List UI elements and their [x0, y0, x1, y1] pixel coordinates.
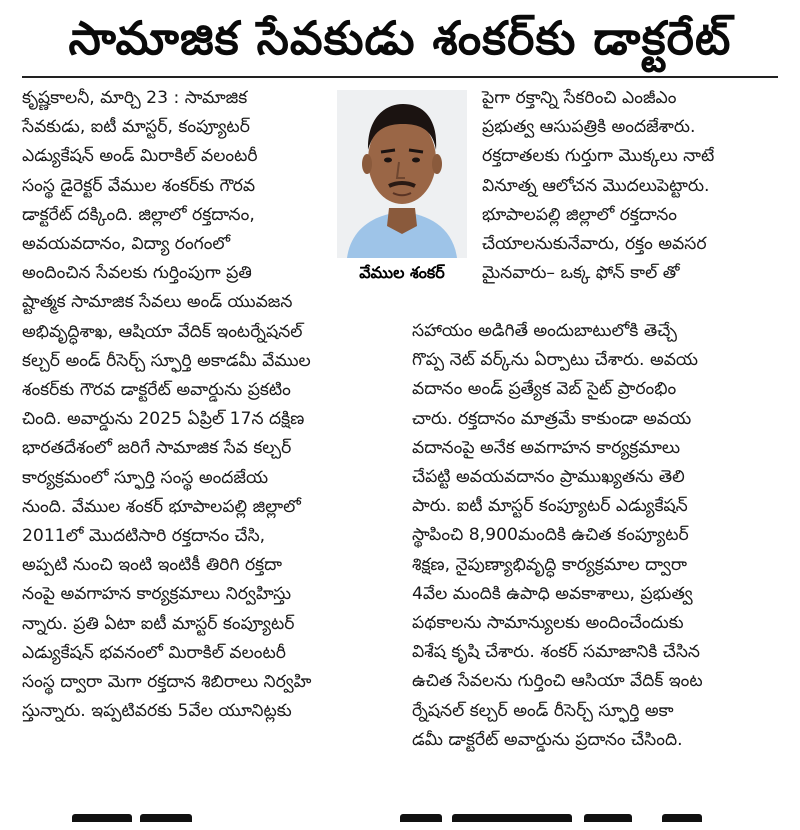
body-line: రక్తదాతలకు గుర్తుగా మొక్కలు నాటే	[482, 146, 715, 167]
body-line: కార్యక్రమంలో స్ఫూర్తి సంస్థ అందజేయ	[22, 467, 269, 488]
body-line: మైనవారు– ఒక్క ఫోన్ కాల్ తో	[482, 263, 680, 284]
article-headline: సామాజిక సేవకుడు శంకర్‌కు డాక్టరేట్	[68, 11, 732, 65]
body-line: నుంది. వేముల శంకర్ భూపాలపల్లి జిల్లాలో	[22, 496, 301, 517]
headline-rule	[22, 76, 778, 78]
body-line: చారు. రక్తదానం మాత్రమే కాకుండా అవయ	[412, 408, 692, 429]
body-line: ఎడ్యుకేషన్ భవనంలో మిరాకిల్ వలంటరీ	[22, 642, 286, 663]
body-line: అభివృద్ధిశాఖ, ఆషియా వేదిక్ ఇంటర్నేషనల్	[22, 321, 303, 342]
body-line: 2011లో మొదటిసారి రక్తదానం చేసి,	[22, 526, 266, 547]
body-line: సేవకుడు, ఐటీ మాస్టర్, కంప్యూటర్	[22, 117, 250, 138]
body-line: 4వేల మందికి ఉపాధి అవకాశాలు, ప్రభుత్వ	[412, 583, 693, 604]
next-headline-cutoff	[0, 814, 800, 830]
body-line: సంస్థ ద్వారా మెగా రక్తదాన శిబిరాలు నిర్వహి	[22, 672, 312, 693]
body-line: కృష్ణకాలనీ, మార్చి 23 : సామాజిక	[22, 88, 248, 108]
body-line: పైగా రక్తాన్ని సేకరించి ఎంజీఎం	[482, 88, 677, 108]
body-line: సహాయం అడిగితే అందుబాటులోకి తెచ్చే	[412, 321, 677, 341]
body-line: డమీ డాక్టరేట్ అవార్డును ప్రదానం చేసింది.	[412, 729, 683, 750]
body-line: వినూత్న ఆలోచన మొదలుపెట్టారు.	[482, 175, 710, 196]
body-line: ఎడ్యుకేషన్ అండ్ మిరాకిల్ వలంటరీ	[22, 146, 258, 167]
cutoff-glyph	[72, 814, 132, 822]
photo-caption: వేముల శంకర్	[337, 260, 467, 286]
body-line: కల్చర్ అండ్ రీసెర్చ్ స్ఫూర్తి అకాడమీ వేముల	[22, 350, 311, 371]
body-line: ఉచిత సేవలను గుర్తించి ఆసియా వేదిక్ ఇంట	[412, 671, 703, 692]
body-line: భారతదేశంలో జరిగే సామాజిక సేవ కల్చర్	[22, 438, 292, 459]
cutoff-glyph	[452, 814, 572, 822]
body-line: చింది. అవార్డును 2025 ఏప్రిల్ 17న దక్షిణ	[22, 409, 305, 430]
cutoff-glyph	[400, 814, 442, 822]
body-line: గొప్ప నెట్ వర్క్‌ను ఏర్పాటు చేశారు. అవయ	[412, 350, 699, 371]
body-line: విశేష కృషి చేశారు. శంకర్ సమాజానికి చేసిన	[412, 642, 700, 663]
body-line: పారు. ఐటీ మాస్టర్ కంప్యూటర్ ఎడ్యుకేషన్	[412, 496, 688, 517]
article-column-right-top	[482, 84, 782, 288]
body-line: స్థాపించి 8,900మందికి ఉచిత కంప్యూటర్	[412, 525, 689, 546]
body-line: న్నారు. ప్రతి ఏటా ఐటీ మాస్టర్ కంప్యూటర్	[22, 613, 295, 634]
article-column-right-bottom	[412, 317, 782, 755]
portrait-illustration	[337, 90, 467, 258]
body-line: నంపై అవగాహన కార్యక్రమాలు నిర్వహిస్తు	[22, 584, 292, 605]
body-line: అప్పటి నుంచి ఇంటి ఇంటికీ తిరిగి రక్తదా	[22, 555, 282, 576]
portrait-photo	[337, 90, 467, 258]
portrait-figure	[337, 90, 467, 290]
body-line: చేపట్టి అవయవదానం ప్రాముఖ్యతను తెలి	[412, 467, 685, 488]
body-line: శిక్షణ, నైపుణ్యాభివృద్ధి కార్యక్రమాల ద్వారా	[412, 554, 687, 575]
cutoff-glyph	[584, 814, 632, 822]
body-line: ర్నేషనల్ కల్చర్ అండ్ రీసెర్చ్ స్ఫూర్తి అకా	[412, 700, 674, 721]
body-line: డాక్టరేట్ దక్కింది. జిల్లాలో రక్తదానం,	[22, 204, 255, 225]
body-line: పథకాలను సామాన్యులకు అందించేందుకు	[412, 613, 684, 634]
cutoff-glyph	[140, 814, 192, 822]
body-line: స్తున్నారు. ఇప్పటివరకు 5వేల యూనిట్లకు	[22, 701, 292, 722]
body-line: ష్టాత్మక సామాజిక సేవలు అండ్ యువజన	[22, 292, 293, 313]
cutoff-glyph	[662, 814, 702, 822]
body-line: సంస్థ డైరెక్టర్ వేముల శంకర్‌కు గౌరవ	[22, 175, 256, 196]
body-line: భూపాలపల్లి జిల్లాలో రక్తదానం	[482, 204, 678, 225]
body-line: అందించిన సేవలకు గుర్తింపుగా ప్రతి	[22, 263, 252, 284]
body-line: అవయవదానం, విద్యా రంగంలో	[22, 234, 231, 255]
body-line: శంకర్‌కు గౌరవ డాక్టరేట్ అవార్డును ప్రకటిం	[22, 380, 291, 401]
body-line: వదానంపై అనేక అవగాహన కార్యక్రమాలు	[412, 437, 681, 458]
body-line: చేయాలనుకునేవారు, రక్తం అవసర	[482, 234, 707, 255]
body-line: ప్రభుత్వ ఆసుపత్రికి అందజేశారు.	[482, 117, 696, 138]
body-line: వదానం అండ్ ప్రత్యేక వెబ్ సైట్ ప్రారంభిం	[412, 379, 677, 400]
